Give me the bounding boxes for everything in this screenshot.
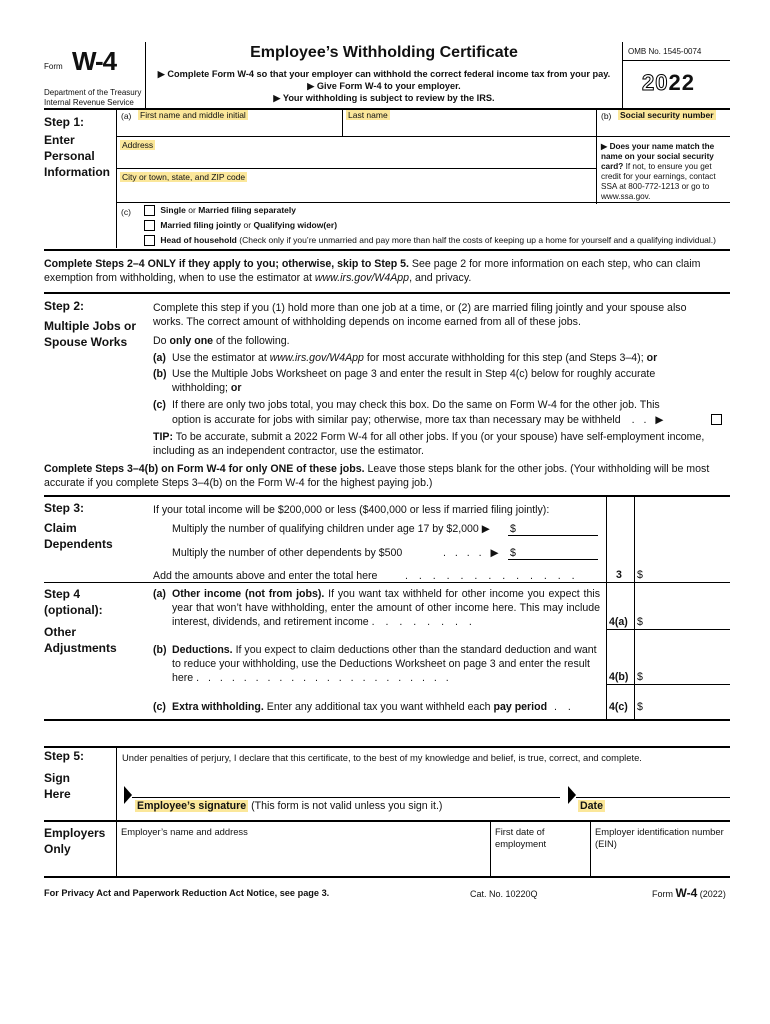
step4-b-tag: (b) — [153, 644, 167, 656]
line-3-number: 3 — [616, 569, 622, 581]
mfj-label: Married filing jointly — [160, 220, 242, 230]
first-name-field[interactable]: First name and middle initial — [140, 110, 246, 120]
ssn-tag: (b) — [601, 111, 612, 121]
mfj-or: or — [243, 220, 252, 230]
deductions-title: Deductions. — [172, 644, 233, 656]
line-4c-dollar: $ — [637, 701, 643, 713]
step2-heading — [44, 298, 139, 350]
tip-text: To be accurate, submit a 2022 Form W-4 for all other jobs. If you (or your spouse) have self-employment income, including as an independent contractor, use the estimator. — [153, 431, 705, 457]
instruction-review: ▶ Your withholding is subject to review by the IRS. — [273, 93, 495, 103]
signature-note: (This form is not valid unless you sign it.) — [248, 800, 443, 812]
step2-b-tag: (b) — [153, 368, 167, 380]
filing-status-hoh[interactable] — [144, 235, 716, 246]
deductions-desc: If you expect to claim deductions other than the standard deduction and want to reduce your withholding, use the Deductions Worksheet on page 3 and enter the result here — [172, 644, 597, 684]
notice1-text: See page 2 for more information on each step, who can claim exemption from withholding, when to use the estimator at — [44, 258, 701, 284]
footer-form-word: Form — [652, 889, 673, 899]
single-or: or — [188, 205, 196, 215]
step5-heading — [44, 748, 116, 802]
children-dollar: $ — [510, 523, 516, 535]
step2-tip — [153, 430, 723, 458]
only-one-b: only one — [169, 335, 214, 347]
step3-heading — [44, 500, 139, 552]
name-match-question: ▶ Does your name match the name on your social security card? — [601, 142, 715, 171]
qualifying-children-input[interactable] — [508, 521, 598, 536]
date-arrow-icon — [568, 786, 576, 804]
line-c-tag: (c) — [121, 207, 131, 217]
notice1-bold: Complete Steps 2–4 ONLY if they apply to you; otherwise, skip to Step 5. — [44, 258, 409, 270]
step4-label: Step 4 — [44, 587, 81, 601]
step2-a-tag: (a) — [153, 352, 166, 364]
option-b-or: or — [230, 382, 242, 394]
dept-treasury: Department of the Treasury — [44, 88, 142, 97]
line-3-dollar: $ — [637, 569, 643, 581]
checkbox-single[interactable] — [144, 205, 155, 216]
step2-option-b — [172, 367, 702, 395]
step2-only-one — [153, 334, 290, 348]
option-a-or: or — [646, 352, 658, 364]
notice2-text: Leave those steps blank for the other jobs. (Your withholding will be most accurate if you complete Steps 3–4(b) on the Form W-4 for the highest paying job.) — [44, 463, 710, 489]
footer-form-id — [652, 886, 726, 900]
line-4b-dollar: $ — [637, 671, 643, 683]
signature-arrow-icon — [124, 786, 132, 804]
other-dependents-input[interactable] — [508, 545, 598, 560]
option-a-text2: for most accurate withholding for this step (and Steps 3–4); — [363, 352, 647, 364]
signature-label — [135, 800, 442, 812]
qualifying-children-line: Multiply the number of qualifying children under age 17 by $2,000 ▶ — [172, 523, 490, 535]
option-c-dots: . . ▶ — [631, 414, 667, 426]
step2-option-a — [172, 351, 720, 365]
step3-label: Step 3: — [44, 501, 85, 515]
step2-option-c-line1: If there are only two jobs total, you may check this box. Do the same on Form W-4 for the other job. This — [172, 399, 660, 411]
employer-name-address[interactable]: Employer’s name and address — [121, 826, 248, 837]
other-income-text — [172, 587, 600, 629]
extra-withholding-dots: . . — [554, 701, 575, 713]
form-title: Employee’s Withholding Certificate — [250, 44, 518, 61]
form-word: Form — [44, 62, 63, 71]
last-name-field[interactable]: Last name — [348, 110, 388, 120]
pay-period: pay period — [493, 701, 548, 713]
two-jobs-checkbox[interactable] — [711, 414, 722, 425]
other-income-dots: . . . . . . . . — [371, 616, 476, 628]
privacy-notice: For Privacy Act and Paperwork Reduction Act Notice, see page 3. — [44, 888, 330, 898]
catalog-number: Cat. No. 10220Q — [470, 889, 538, 899]
other-dependents-line: Multiply the number of other dependents by $500 — [172, 547, 403, 559]
step4-a-tag: (a) — [153, 588, 166, 600]
step2-label: Step 2: — [44, 299, 85, 313]
line-4b-amount[interactable] — [606, 684, 730, 685]
omb-number: OMB No. 1545-0074 — [628, 47, 702, 56]
footer-year: (2022) — [699, 889, 726, 899]
step1-heading — [44, 114, 116, 180]
instruction-complete: ▶ Complete Form W-4 so that your employer can withhold the correct federal income tax from your pay. — [157, 69, 611, 79]
dept-irs: Internal Revenue Service — [44, 98, 134, 107]
step1-name: Enter Personal Information — [44, 133, 110, 179]
step5-name: Sign Here — [44, 771, 71, 801]
deductions-text — [172, 643, 600, 685]
steps-2-4-notice — [44, 257, 730, 285]
tax-year — [642, 70, 695, 96]
only-one-a: Do — [153, 335, 170, 347]
address-field[interactable]: Address — [122, 140, 154, 150]
footer-form-name: W-4 — [675, 886, 698, 900]
city-state-zip-field[interactable]: City or town, state, and ZIP code — [122, 172, 246, 182]
extra-withholding-text — [172, 700, 575, 714]
line-4b-number: 4(b) — [609, 671, 629, 683]
line-4a-amount[interactable] — [606, 629, 730, 630]
other-income-desc: If you want tax withheld for other income you expect this year that won’t have withholding, enter the amount of other income here. This may include interest, dividends, and retirement income — [172, 588, 600, 628]
hoh-explanation: (Check only if you’re unmarried and pay more than half the costs of keeping up a home for yourself and a qualifying individual.) — [239, 235, 716, 245]
checkbox-mfj[interactable] — [144, 220, 155, 231]
step3-intro: If your total income will be $200,000 or less ($400,000 or less if married filing jointly): — [153, 504, 550, 516]
checkbox-hoh[interactable] — [144, 235, 155, 246]
form-name: W-4 — [72, 46, 117, 76]
filing-status-mfj[interactable] — [144, 220, 337, 231]
step1-label: Step 1: — [44, 115, 85, 129]
option-a-text1: Use the estimator at — [172, 352, 270, 364]
hoh-label: Head of household — [160, 235, 237, 245]
steps-3-4b-notice — [44, 462, 730, 490]
perjury-statement: Under penalties of perjury, I declare that this certificate, to the best of my knowledge and belief, is true, correct, and complete. — [122, 752, 642, 763]
ssn-field[interactable]: Social security number — [620, 110, 714, 120]
signature-line[interactable] — [132, 797, 560, 798]
only-one-c: of the following. — [213, 335, 290, 347]
option-c-text2: option is accurate for jobs with similar pay; otherwise, more tax than necessary may be withheld — [172, 414, 621, 426]
first-date-employment[interactable]: First date of employment — [495, 826, 547, 849]
step4-name: Other Adjustments — [44, 625, 117, 655]
other-dependents-dots: . . . . ▶ — [443, 547, 502, 559]
notice1-end: , and privacy. — [409, 272, 472, 284]
signature-title: Employee’s signature — [137, 800, 247, 812]
step3-name: Claim Dependents — [44, 521, 113, 551]
other-income-title: Other income (not from jobs). — [172, 588, 325, 600]
notice2-bold: Complete Steps 3–4(b) on Form W-4 for only ONE of these jobs. — [44, 463, 365, 475]
name-match-note — [601, 142, 729, 202]
option-a-link[interactable]: www.irs.gov/W4App — [269, 352, 364, 364]
extra-withholding-desc: Enter any additional tax you want withheld each — [263, 701, 494, 713]
mfs-label: Married filing separately — [198, 205, 296, 215]
line-4c-number: 4(c) — [609, 701, 628, 713]
name-match-instructions: If not, to ensure you get credit for your earnings, contact SSA at 800-772-1213 or go to www.ssa.gov. — [601, 162, 716, 201]
dependents-total-dots: . . . . . . . . . . . . . — [405, 570, 579, 582]
filing-status-single[interactable] — [144, 205, 296, 216]
date-line[interactable] — [576, 797, 730, 798]
notice1-link[interactable]: www.irs.gov/W4App — [314, 272, 410, 284]
employer-ein[interactable]: Employer identification number (EIN) — [595, 826, 724, 849]
single-label: Single — [160, 205, 186, 215]
line-4a-number: 4(a) — [609, 616, 628, 628]
line-a-tag: (a) — [121, 111, 132, 121]
option-b-text: Use the Multiple Jobs Worksheet on page 3 and enter the result in Step 4(c) below for roughly accurate withholding; — [172, 368, 656, 394]
dependents-dollar: $ — [510, 547, 516, 559]
line-3-amount[interactable] — [606, 582, 730, 583]
widow-label: Qualifying widow(er) — [253, 220, 338, 230]
date-label: Date — [580, 800, 603, 812]
line-4a-dollar: $ — [637, 616, 643, 628]
step5-label: Step 5: — [44, 749, 85, 763]
instruction-give: ▶ Give Form W-4 to your employer. — [307, 81, 461, 91]
step2-name: Multiple Jobs or Spouse Works — [44, 319, 137, 349]
deductions-dots: . . . . . . . . . . . . . . . . . . . . . . — [196, 672, 452, 684]
step4-c-tag: (c) — [153, 701, 166, 713]
step2-option-c-line2 — [172, 413, 724, 427]
step2-intro: Complete this step if you (1) hold more than one job at a time, or (2) are married filing jointly and your spouse also works. The correct amount of withholding depends on income earned from all of these jobs. — [153, 302, 687, 328]
dependents-total-line: Add the amounts above and enter the total here — [153, 570, 378, 582]
step4-heading — [44, 586, 139, 656]
extra-withholding-title: Extra withholding. — [172, 701, 264, 713]
employers-only-label: Employers Only — [44, 826, 106, 856]
tax-year-suffix: 22 — [668, 70, 695, 95]
step4-optional: (optional): — [44, 603, 103, 617]
tax-year-prefix: 20 — [642, 70, 669, 95]
step2-c-tag: (c) — [153, 399, 166, 411]
tip-label: TIP: — [153, 431, 174, 443]
